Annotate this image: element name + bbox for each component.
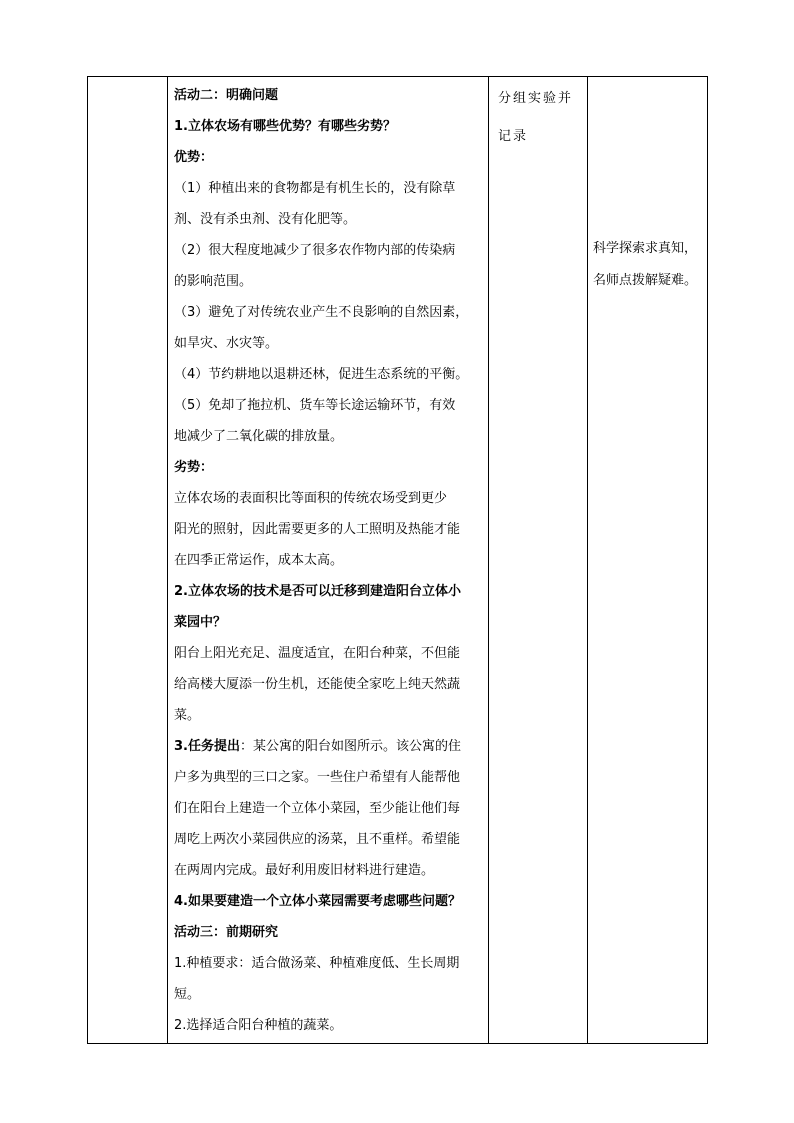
content-line: 优势： (174, 150, 214, 165)
content-line: 的影响范围。 (174, 274, 253, 289)
content-line: （1）种植出来的食物都是有机生长的，没有除草 (174, 181, 456, 196)
student-activity-cell (489, 77, 588, 1044)
content-line: 2.立体农场的技术是否可以迁移到建造阳台立体小 (174, 584, 461, 599)
spacer (593, 77, 705, 233)
content-line: 立体农场的表面积比等面积的传统农场受到更少 (174, 491, 448, 506)
content-line: 阳台上阳光充足、温度适宜，在阳台种菜，不但能 (174, 646, 461, 661)
content-line: 短。 (174, 987, 201, 1002)
content-line: 菜园中？ (174, 615, 227, 630)
content-line: 户多为典型的三口之家。一些住户希望有人能帮他 (174, 770, 461, 785)
student-activity (489, 77, 587, 161)
content-line: 阳光的照射，因此需要更多的人工照明及热能才能 (174, 522, 461, 537)
content-line: 1.立体农场有哪些优势？有哪些劣势？ (174, 119, 396, 134)
content-line: 2.选择适合阳台种植的蔬菜。 (174, 1018, 343, 1033)
content-line: 周吃上两次小菜园供应的汤菜，且不重样。希望能 (174, 832, 461, 847)
line-remainder: ：某公寓的阳台如图所示。该公寓的住 (239, 739, 461, 754)
content-line: 地减少了二氧化碳的排放量。 (174, 429, 344, 444)
content-line: 给高楼大厦添一份生机，还能使全家吃上纯天然蔬 (174, 677, 461, 692)
content-line: （4）节约耕地以退耕还林，促进生态系统的平衡。 (174, 367, 469, 382)
activity-line: 记录 (498, 129, 529, 144)
table-row (88, 77, 708, 1044)
content-line (174, 730, 484, 761)
content-line: 活动三：前期研究 (174, 925, 279, 940)
content-line: 在四季正常运作，成本太高。 (174, 553, 344, 568)
content-line: 1.种植要求：适合做汤菜、种植难度低、生长周期 (174, 956, 460, 971)
teaching-content (168, 77, 488, 1040)
design-intent-cell (588, 77, 708, 1044)
teaching-content-cell (168, 77, 489, 1044)
content-line: 菜。 (174, 708, 201, 723)
content-line: 剂、没有杀虫剂、没有化肥等。 (174, 212, 357, 227)
content-line: 如旱灾、水灾等。 (174, 336, 279, 351)
intent-line: 科学探索求真知， (593, 241, 698, 256)
content-line: 们在阳台上建造一个立体小菜园，至少能让他们每 (174, 801, 461, 816)
content-line: 活动二：明确问题 (174, 88, 279, 103)
content-line: （2）很大程度地减少了很多农作物内部的传染病 (174, 243, 456, 258)
content-line: （5）免却了拖拉机、货车等长途运输环节，有效 (174, 398, 456, 413)
lesson-plan-table (87, 76, 708, 1044)
content-line: 在两周内完成。最好利用废旧材料进行建造。 (174, 863, 435, 878)
stage-cell (88, 77, 168, 1044)
design-intent (588, 77, 707, 297)
content-line: 劣势： (174, 460, 214, 475)
bold-prefix: 3.任务提出 (174, 739, 240, 754)
intent-line: 名师点拨解疑难。 (593, 273, 698, 288)
content-line: （3）避免了对传统农业产生不良影响的自然因素， (174, 305, 469, 320)
activity-line: 分组实验并 (498, 91, 574, 106)
content-line: 4.如果要建造一个立体小菜园需要考虑哪些问题？ (174, 894, 461, 909)
